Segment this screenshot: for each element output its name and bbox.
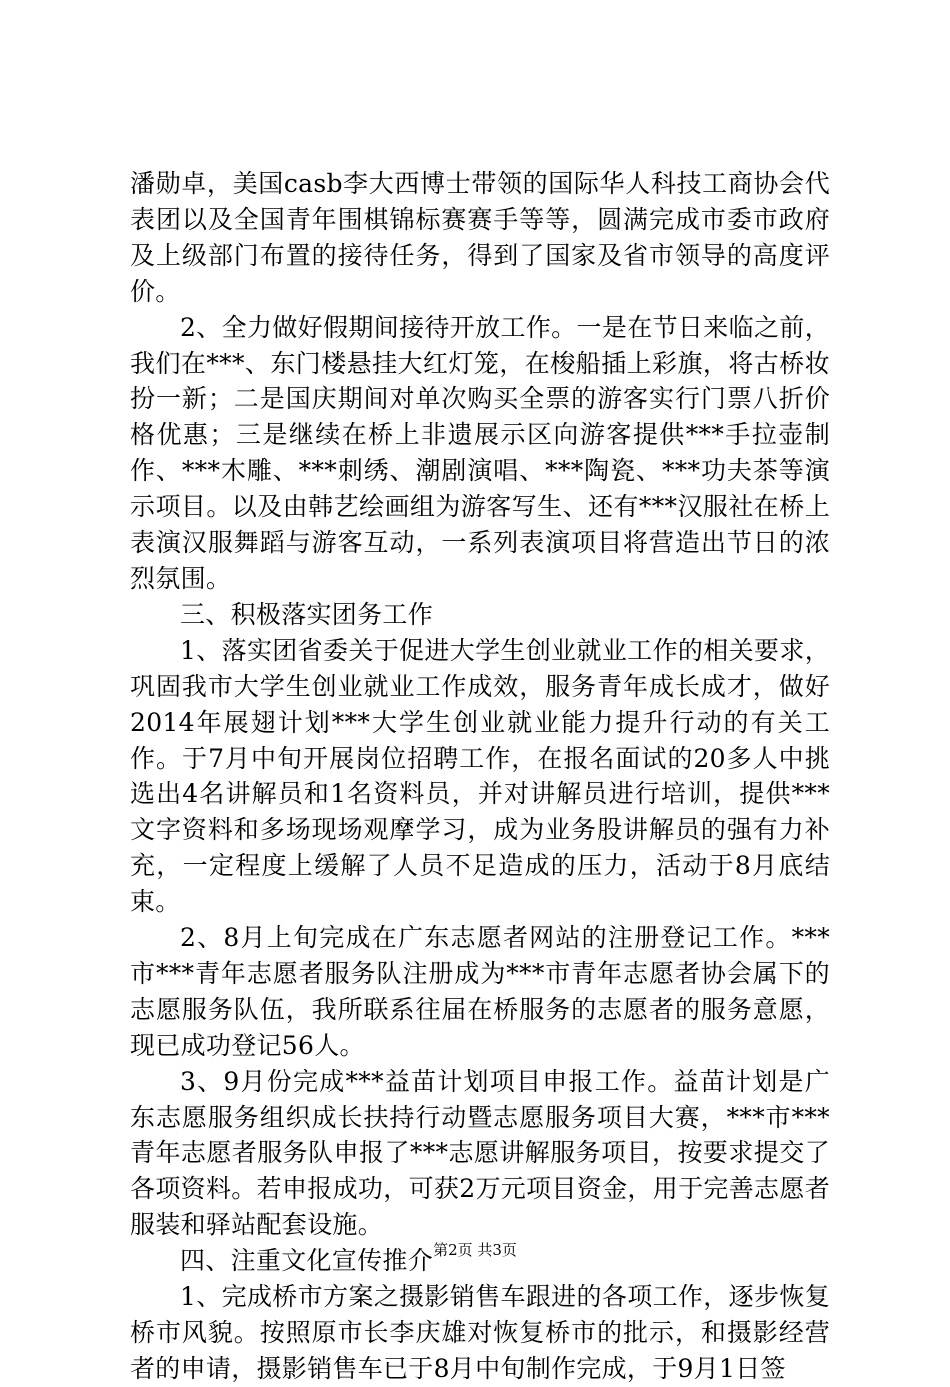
paragraph: 3、9月份完成***益苗计划项目申报工作。益苗计划是广东志愿服务组织成长扶持行动暨志愿服务项目大赛，***市***青年志愿者服务队申报了***志愿讲解服务项目，按要求提交了各项资料。若申报成功，可获2万元项目资金，用于完善志愿者服装和驿站配套设施。 <box>130 1066 830 1240</box>
paragraph: 潘勋卓，美国casb李大西博士带领的国际华人科技工商协会代表团以及全国青年围棋锦标赛赛手等等，圆满完成市委市政府及上级部门布置的接待任务，得到了国家及省市领导的高度评价。 <box>130 169 830 306</box>
paragraph: 2、全力做好假期间接待开放工作。一是在节日来临之前，我们在***、东门楼悬挂大红灯笼，在梭船插上彩旗，将古桥妆扮一新；二是国庆期间对单次购买全票的游客实行门票八折价格优惠；三是继续在桥上非遗展示区向游客提供***手拉壶制作、***木雕、***刺绣、潮剧演唱、***陶瓷、***功夫茶等演示项目。以及由韩艺绘画组为游客写生、还有***汉服社在桥上表演汉服舞蹈与游客互动，一系列表演项目将营造出节日的浓烈氛围。 <box>130 312 830 593</box>
section-heading: 三、积极落实团务工作 <box>180 599 434 629</box>
paragraph: 1、落实团省委关于促进大学生创业就业工作的相关要求，巩固我市大学生创业就业工作成效，服务青年成长成才，做好2014年展翅计划***大学生创业就业能力提升行动的有关工作。于7月中旬开展岗位招聘工作，在报名面试的20多人中挑选出4名讲解员和1名资料员，并对讲解员进行培训，提供***文字资料和多场现场观摩学习，成为业务股讲解员的强有力补充，一定程度上缓解了人员不足造成的压力，活动于8月底结束。 <box>130 635 830 917</box>
document-body <box>130 166 830 1387</box>
paragraph: 1、完成桥市方案之摄影销售车跟进的各项工作，逐步恢复桥市风貌。按照原市长李庆雄对恢复桥市的批示，和摄影经营者的申请，摄影销售车已于8月中旬制作完成，于9月1日签 <box>130 1282 830 1383</box>
section-heading: 四、注重文化宣传推介 <box>180 1246 434 1276</box>
page-footer: 第2页 共3页 <box>433 1241 517 1259</box>
paragraph: 2、8月上旬完成在广东志愿者网站的注册登记工作。***市***青年志愿者服务队注册成为***市青年志愿者协会属下的志愿服务队伍，我所联系往届在桥服务的志愿者的服务意愿，现已成功登记56人。 <box>130 923 830 1060</box>
